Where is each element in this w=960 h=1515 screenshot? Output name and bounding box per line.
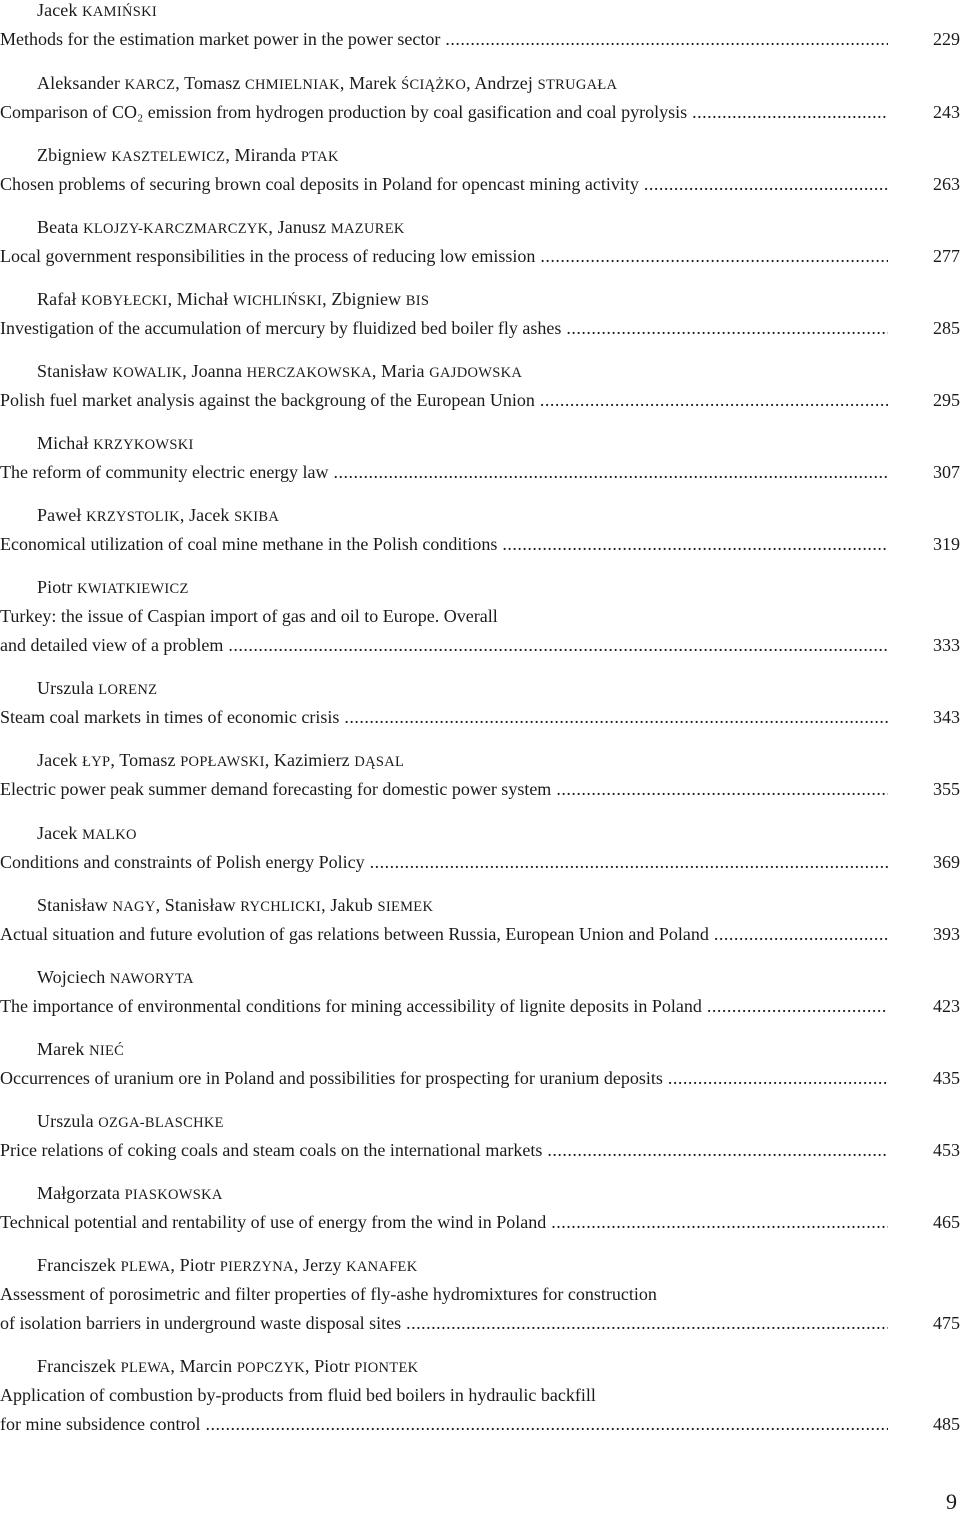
toc-authors [37,1111,224,1133]
author-given-name: Piotr [37,577,78,597]
author-given-name: Stanisław [37,361,113,381]
author-surname: LORENZ [98,682,158,698]
toc-authors: Jacek ŁYP, Tomasz POPŁAWSKI, Kazimierz DĄSAL [37,750,405,770]
toc-authors: Stanisław KOWALIK, Joanna HERCZAKOWSKA, Maria GAJDOWSKA [37,361,523,381]
author-given-name: Tomasz [119,750,181,770]
toc-title-line: Price relations of coking coals and steam coals on the international markets ..... [0,1140,888,1160]
author-surname: SIEMEK [377,899,434,915]
author-given-name: Małgorzata [37,1183,125,1203]
author-given-name: Stanisław [164,895,241,915]
author-given-name: Wojciech [37,967,110,987]
author-surname: NAGY [112,899,156,915]
author-surname: CHMIELNIAK [245,77,340,93]
author-surname: DĄSAL [354,754,405,770]
author-given-name: Michał [37,433,94,453]
author-surname: BIS [405,293,430,309]
author-surname: POPCZYK [236,1360,305,1376]
toc-page-number: 307 [933,462,960,482]
author-surname: NIEĆ [89,1043,125,1059]
toc-page-number: 263 [933,174,960,194]
toc-page-number: 285 [933,318,960,338]
toc-title-line: Electric power peak summer demand forecasting for domestic power system ..... [0,779,888,799]
toc-title-line: Comparison of CO₂ emission from hydrogen production by coal gasification and coal pyrolysis ..... [0,102,888,122]
author-surname: PLEWA [120,1259,171,1275]
author-given-name: Jerzy [303,1255,347,1275]
author-surname: POPŁAWSKI [180,754,265,770]
toc-page-number: 333 [933,635,960,655]
author-surname: ŚCIĄŻKO [401,77,467,93]
author-surname: PLEWA [120,1360,171,1376]
toc-page-number: 393 [933,924,960,944]
page-number: 9 [946,1489,957,1514]
toc-authors [37,577,189,599]
author-given-name: Piotr [179,1255,220,1275]
toc-page-number: 485 [933,1414,960,1434]
author-given-name: Paweł [37,505,87,525]
author-surname: PIERZYNA [219,1259,294,1275]
toc-title-line: of isolation barriers in underground waste disposal sites ..... [0,1313,888,1333]
author-given-name: Michał [176,289,233,309]
toc-page-number: 243 [933,102,960,122]
toc-page-number: 453 [933,1140,960,1160]
toc-page-number: 465 [933,1212,960,1232]
toc-authors [37,967,194,989]
toc-title-line: Polish fuel market analysis against the backgroung of the European Union ..... [0,390,888,410]
toc-authors: Franciszek PLEWA, Marcin POPCZYK, Piotr PIONTEK [37,1356,419,1376]
author-surname: KRZYSTOLIK [86,509,180,525]
toc-authors: Aleksander KARCZ, Tomasz CHMIELNIAK, Marek ŚCIĄŻKO, Andrzej STRUGAŁA [37,73,618,93]
author-given-name: Jacek [37,0,83,20]
author-given-name: Rafał [37,289,82,309]
author-surname: KRZYKOWSKI [93,437,194,453]
toc-authors [37,1039,124,1061]
author-surname: HERCZAKOWSKA [246,365,372,381]
toc-authors: Rafał KOBYŁECKI, Michał WICHLIŃSKI, Zbigniew BIS [37,289,430,309]
author-given-name: Aleksander [37,73,125,93]
author-surname: KWIATKIEWICZ [77,581,189,597]
toc-authors: Stanisław NAGY, Stanisław RYCHLICKI, Jakub SIEMEK [37,895,434,915]
author-surname: ŁYP [82,754,111,770]
author-given-name: Franciszek [37,1255,121,1275]
toc-title-line: Occurrences of uranium ore in Poland and possibilities for prospecting for uranium deposits ..... [0,1068,888,1088]
author-given-name: Urszula [37,678,99,698]
author-given-name: Marek [349,73,402,93]
author-given-name: Beata [37,217,84,237]
author-given-name: Andrzej [474,73,538,93]
author-surname: KOBYŁECKI [81,293,168,309]
author-given-name: Franciszek [37,1356,121,1376]
author-surname: GAJDOWSKA [429,365,523,381]
author-given-name: Miranda [234,145,301,165]
author-given-name: Zbigniew [37,145,112,165]
author-surname: SKIBA [234,509,280,525]
author-given-name: Marcin [179,1356,237,1376]
author-surname: PIONTEK [354,1360,419,1376]
author-given-name: Jacek [37,750,83,770]
author-surname: KANAFEK [346,1259,418,1275]
author-given-name: Zbigniew [331,289,406,309]
toc-page-number: 295 [933,390,960,410]
toc-page-number: 355 [933,779,960,799]
author-surname: MAZUREK [330,221,405,237]
toc-authors [37,1183,223,1205]
toc-title-line: Steam coal markets in times of economic crisis ..... [0,707,888,727]
toc-page-number: 475 [933,1313,960,1333]
author-surname: OZGA-BLASCHKE [98,1115,224,1131]
toc-authors: Beata KLOJZY-KARCZMARCZYK, Janusz MAZUREK [37,217,405,237]
toc-page-number: 423 [933,996,960,1016]
author-surname: NAWORYTA [109,971,194,987]
toc-authors: Paweł KRZYSTOLIK, Jacek SKIBA [37,505,280,525]
toc-authors [37,678,157,700]
author-surname: KASZTELEWICZ [111,149,226,165]
toc-page-number: 319 [933,534,960,554]
author-surname: PTAK [300,149,339,165]
toc-title-line: Turkey: the issue of Caspian import of gas and oil to Europe. Overall [0,606,498,626]
toc-title-line: Application of combustion by-products from fluid bed boilers in hydraulic backfill [0,1385,596,1405]
author-surname: KOWALIK [112,365,183,381]
toc-title-line: The importance of environmental conditions for mining accessibility of lignite deposits in Poland ..... [0,996,888,1016]
author-given-name: Kazimierz [273,750,355,770]
author-given-name: Marek [37,1039,90,1059]
author-given-name: Urszula [37,1111,99,1131]
toc-title-line: Investigation of the accumulation of mercury by fluidized bed boiler fly ashes ..... [0,318,888,338]
author-surname: KAMIŃSKI [82,4,157,20]
author-given-name: Maria [381,361,430,381]
author-given-name: Joanna [191,361,247,381]
toc-title-line: The reform of community electric energy law ..... [0,462,888,482]
toc-title-line: Actual situation and future evolution of gas relations between Russia, European Union and Poland ..... [0,924,888,944]
toc-authors [37,0,157,22]
toc-title-line: for mine subsidence control ..... [0,1414,888,1434]
toc-page-number: 277 [933,246,960,266]
author-given-name: Piotr [314,1356,355,1376]
toc-page-number: 369 [933,852,960,872]
author-surname: WICHLIŃSKI [232,293,323,309]
toc-authors: Franciszek PLEWA, Piotr PIERZYNA, Jerzy KANAFEK [37,1255,418,1275]
toc-title-line: Conditions and constraints of Polish energy Policy ..... [0,852,888,872]
toc-title-line: Chosen problems of securing brown coal deposits in Poland for opencast mining activity ..... [0,174,888,194]
toc-title-line: Methods for the estimation market power in the power sector ..... [0,29,888,49]
toc-authors [37,433,194,455]
author-surname: RYCHLICKI [240,899,322,915]
toc-authors: Zbigniew KASZTELEWICZ, Miranda PTAK [37,145,339,165]
toc-title-line: Technical potential and rentability of use of energy from the wind in Poland ..... [0,1212,888,1232]
toc-page-number: 435 [933,1068,960,1088]
author-given-name: Tomasz [184,73,246,93]
author-surname: KARCZ [124,77,176,93]
author-surname: MALKO [82,827,137,843]
toc-page-number: 229 [933,29,960,49]
author-given-name: Stanisław [37,895,113,915]
toc-authors [37,823,137,845]
author-given-name: Janusz [277,217,331,237]
toc-title-line: Assessment of porosimetric and filter properties of fly-ashe hydromixtures for construction [0,1284,657,1304]
author-given-name: Jakub [330,895,378,915]
author-surname: PIASKOWSKA [124,1187,223,1203]
toc-title-line: and detailed view of a problem ..... [0,635,888,655]
toc-page-number: 343 [933,707,960,727]
author-given-name: Jacek [189,505,235,525]
toc-title-line: Local government responsibilities in the process of reducing low emission ..... [0,246,888,266]
toc-title-line: Economical utilization of coal mine methane in the Polish conditions ..... [0,534,888,554]
author-given-name: Jacek [37,823,83,843]
author-surname: KLOJZY-KARCZMARCZYK [83,221,269,237]
author-surname: STRUGAŁA [537,77,618,93]
